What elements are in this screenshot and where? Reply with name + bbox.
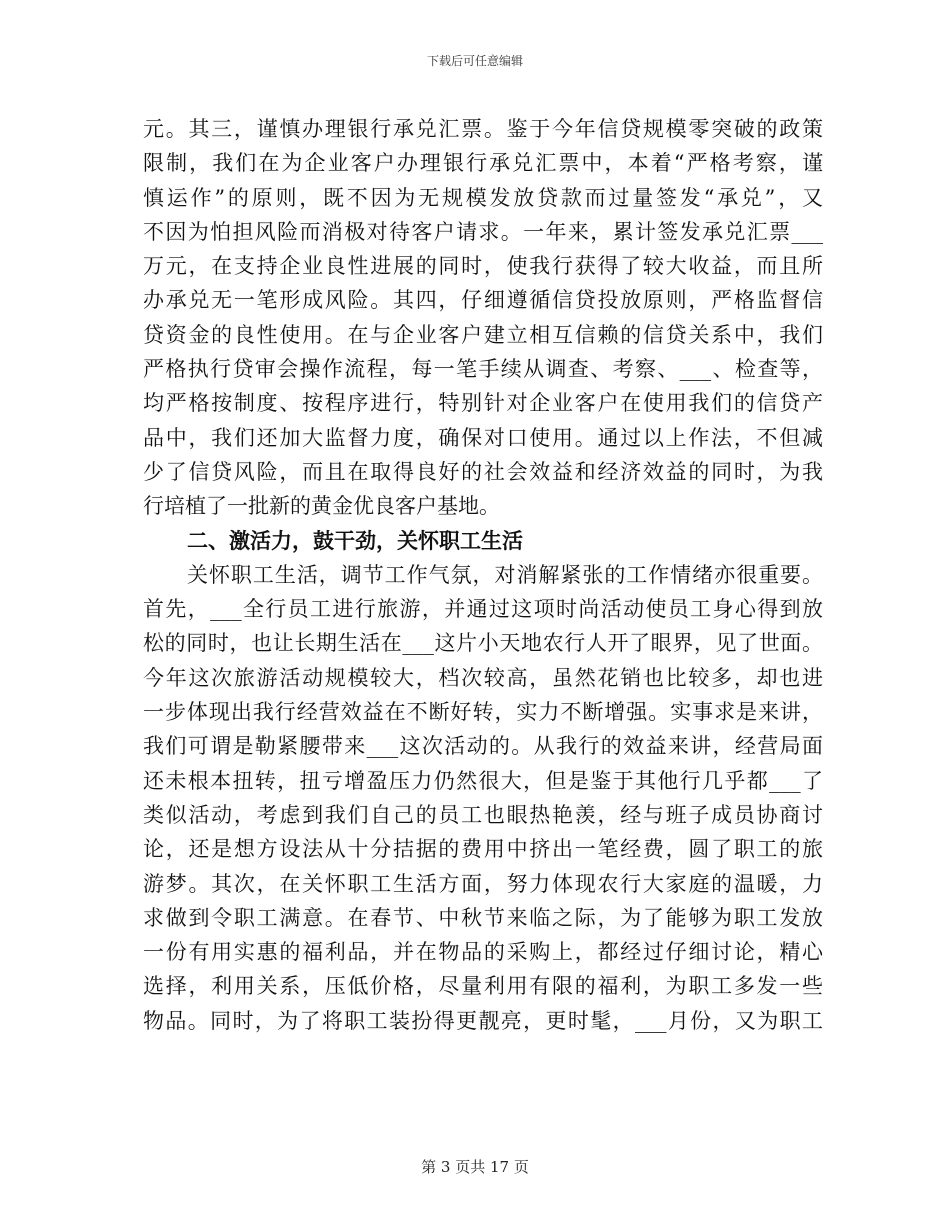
body-line: 不因为怕担风险而消极对待客户请求。一年来，累计签发承兑汇票___ bbox=[143, 219, 823, 244]
body-line: 求做到令职工满意。在春节、中秋节来临之际，为了能够为职工发放 bbox=[143, 905, 823, 930]
body-line: 少了信贷风险，而且在取得良好的社会效益和经济效益的同时，为我 bbox=[143, 459, 823, 484]
body-line: 行培植了一批新的黄金优良客户基地。 bbox=[143, 494, 500, 519]
body-line: 今年这次旅游活动规模较大，档次较高，虽然花销也比较多，却也进 bbox=[143, 665, 823, 690]
body-line: 松的同时，也让长期生活在___这片小天地农行人开了眼界，见了世面。 bbox=[143, 631, 823, 656]
section-heading: 二、激活力，鼓干劲，关怀职工生活 bbox=[187, 527, 523, 553]
body-line: 论，还是想方设法从十分拮据的费用中挤出一笔经费，圆了职工的旅 bbox=[143, 837, 823, 862]
body-line: 限制，我们在为企业客户办理银行承兑汇票中，本着“严格考察，谨 bbox=[143, 151, 823, 176]
body-line: 游梦。其次，在关怀职工生活方面，努力体现农行大家庭的温暖，力 bbox=[143, 871, 823, 896]
body-line: 元。其三，谨慎办理银行承兑汇票。鉴于今年信贷规模零突破的政策 bbox=[143, 117, 823, 141]
page-header: 下载后可任意编辑 bbox=[426, 54, 523, 68]
body-line: 类似活动，考虑到我们自己的员工也眼热艳羡，经与班子成员协商讨 bbox=[143, 802, 823, 827]
body-line: 物品。同时，为了将职工装扮得更靓亮，更时髦，___月份，又为职工 bbox=[143, 1008, 823, 1033]
body-line: 严格执行贷审会操作流程，每一笔手续从调查、考察、___、检查等， bbox=[143, 357, 823, 382]
document-body bbox=[143, 112, 823, 1038]
body-line: 万元，在支持企业良性进展的同时，使我行获得了较大收益，而且所 bbox=[143, 254, 823, 279]
body-line: 均严格按制度、按程序进行，特别针对企业客户在使用我们的信贷产 bbox=[143, 391, 823, 416]
body-line: 品中，我们还加大监督力度，确保对口使用。通过以上作法，不但减 bbox=[143, 425, 823, 450]
body-line: 办承兑无一笔形成风险。其四，仔细遵循信贷投放原则，严格监督信 bbox=[143, 288, 823, 313]
body-line: 一份有用实惠的福利品，并在物品的采购上，都经过仔细讨论，精心 bbox=[143, 940, 823, 965]
body-line: 慎运作”的原则，既不因为无规模发放贷款而过量签发“承兑”，又 bbox=[143, 185, 823, 210]
body-line: 首先，___全行员工进行旅游，并通过这项时尚活动使员工身心得到放 bbox=[143, 597, 823, 622]
body-line: 一步体现出我行经营效益在不断好转，实力不断增强。实事求是来讲， bbox=[143, 700, 823, 725]
page-footer: 第 3 页共 17 页 bbox=[421, 1158, 529, 1176]
body-line: 还未根本扭转，扭亏增盈压力仍然很大，但是鉴于其他行几乎都___了 bbox=[143, 768, 823, 793]
body-line: 关怀职工生活，调节工作气氛，对消解紧张的工作情绪亦很重要。 bbox=[187, 562, 823, 587]
body-line: 选择，利用关系，压低价格，尽量利用有限的福利，为职工多发一些 bbox=[143, 974, 823, 999]
body-line: 我们可谓是勒紧腰带来___这次活动的。从我行的效益来讲，经营局面 bbox=[143, 734, 823, 759]
body-line: 贷资金的良性使用。在与企业客户建立相互信赖的信贷关系中，我们 bbox=[143, 322, 823, 347]
